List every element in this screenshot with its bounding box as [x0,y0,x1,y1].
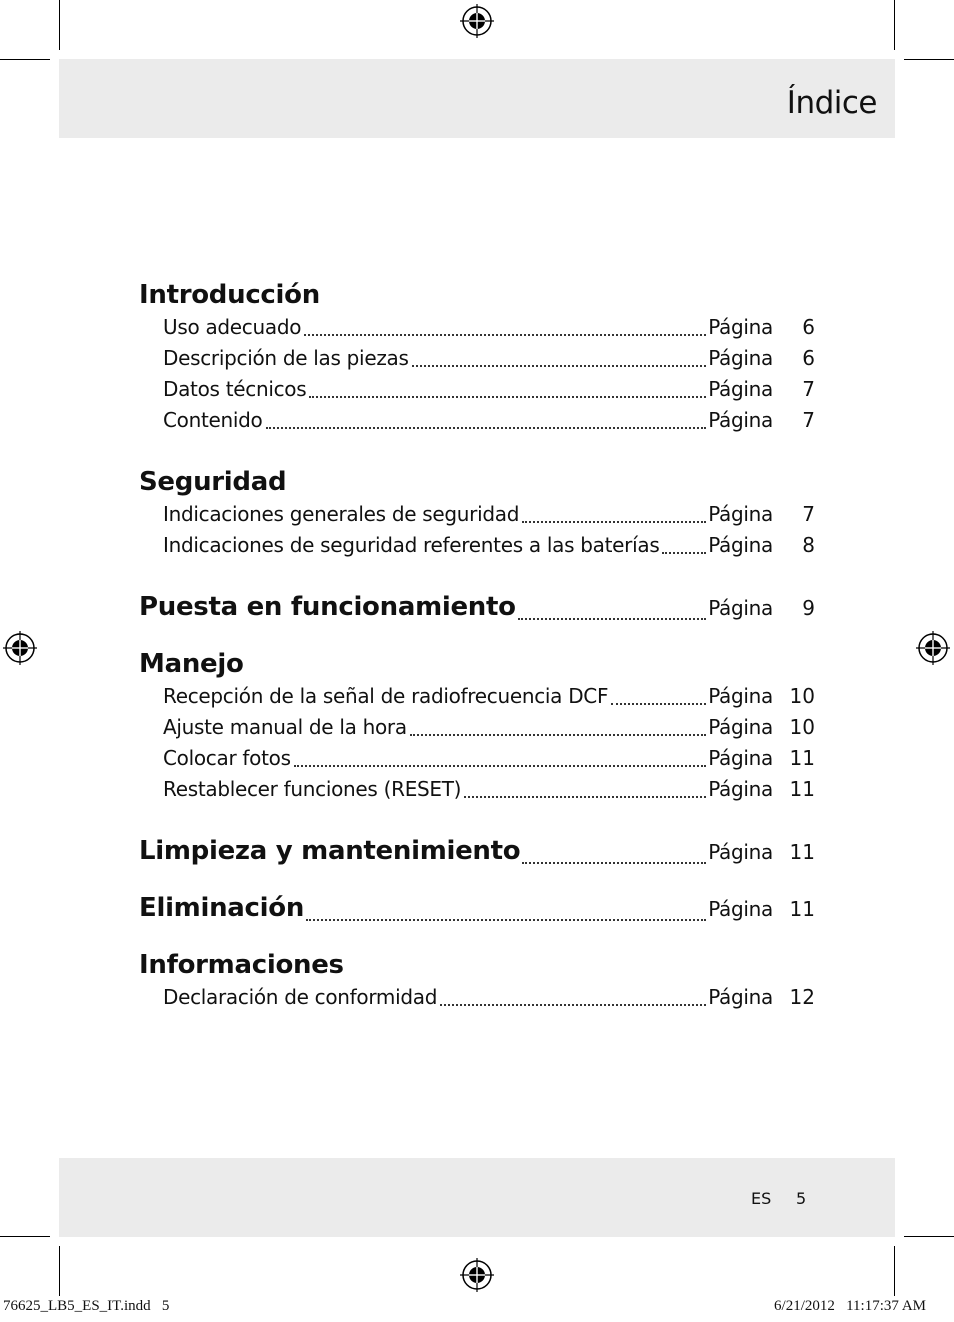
toc-entry-label: Ajuste manual de la hora [163,715,407,739]
toc-entry[interactable] [163,712,815,743]
crop-mark [904,1236,954,1237]
toc-page-label: Página [708,377,773,401]
toc-page-number: 12 [789,985,815,1009]
footer-language: ES [751,1189,772,1208]
toc-page-number: 11 [789,746,815,770]
dot-leader [294,759,706,767]
footer-band [59,1158,895,1237]
crop-mark [59,0,60,50]
toc-section [139,834,815,868]
toc-entry[interactable] [163,681,815,712]
dot-leader [464,790,706,798]
dot-leader [309,390,706,398]
toc-section-heading-row[interactable] [139,590,815,624]
toc-page-number: 8 [802,533,815,557]
toc-page-number: 7 [802,377,815,401]
toc-entry-label: Descripción de las piezas [163,346,409,370]
toc-page-number: 11 [789,840,815,864]
toc-entry-list [139,681,815,805]
dot-leader [304,328,706,336]
page-title: Índice [786,85,877,121]
registration-target-icon [460,1258,494,1292]
crop-mark [904,59,954,60]
footer-page-number: 5 [796,1189,807,1208]
toc-entry-label: Restablecer funciones (RESET) [163,777,462,801]
toc-entry-list [139,312,815,436]
dot-leader [522,515,706,523]
toc-page-number: 11 [789,897,815,921]
toc-entry-list [139,499,815,561]
toc-page-label: Página [708,777,773,801]
toc-section [139,647,815,805]
toc-section-heading-row[interactable] [139,891,815,925]
toc-page-label: Página [708,715,773,739]
dot-leader [266,421,707,429]
crop-mark [0,59,50,60]
toc-page-label: Página [708,596,773,620]
toc-section-title: Seguridad [139,467,287,497]
toc-page-number: 10 [789,684,815,708]
toc-page-label: Página [708,346,773,370]
dot-leader [522,856,706,864]
toc-entry-label: Indicaciones generales de seguridad [163,502,520,526]
dot-leader [306,913,706,921]
toc-section [139,590,815,624]
toc-page-number: 9 [802,596,815,620]
toc-entry-label: Declaración de conformidad [163,985,438,1009]
toc-section-title: Eliminación [139,893,305,923]
toc-entry-label: Colocar fotos [163,746,291,770]
registration-target-icon [3,631,37,665]
registration-target-icon [916,631,950,665]
crop-mark [894,1246,895,1296]
toc-page-number: 7 [802,408,815,432]
toc-entry-label: Uso adecuado [163,315,302,339]
dot-leader [611,697,706,705]
toc-page-label: Página [708,840,773,864]
toc-page-number: 11 [789,777,815,801]
crop-mark [0,1236,50,1237]
crop-mark [894,0,895,50]
dot-leader [662,546,706,554]
dot-leader [518,612,706,620]
toc-entry[interactable] [163,499,815,530]
toc-page-number: 6 [802,315,815,339]
toc-page-label: Página [708,985,773,1009]
toc-entry[interactable] [163,374,815,405]
toc-page-label: Página [708,533,773,557]
toc-page-number: 7 [802,502,815,526]
toc-entry-list [139,982,815,1013]
toc-page-label: Página [708,746,773,770]
dot-leader [412,359,707,367]
dot-leader [410,728,706,736]
toc-section [139,465,815,561]
toc-entry-label: Recepción de la señal de radiofrecuencia DCF [163,684,609,708]
toc-section-heading-row[interactable] [139,834,815,868]
toc-entry-label: Datos técnicos [163,377,307,401]
slug-timestamp: 6/21/2012 11:17:37 AM [774,1298,926,1314]
slug-filename: 76625_LB5_ES_IT.indd 5 [3,1298,170,1314]
toc-page-label: Página [708,684,773,708]
toc-entry[interactable] [163,743,815,774]
toc-page-label: Página [708,897,773,921]
registration-target-icon [460,4,494,38]
toc-section [139,948,815,1013]
crop-mark [59,1246,60,1296]
toc-page-number: 6 [802,346,815,370]
toc-entry[interactable] [163,343,815,374]
toc-entry[interactable] [163,312,815,343]
toc-section-title: Introducción [139,280,320,310]
toc-section [139,278,815,436]
toc-entry[interactable] [163,530,815,561]
toc-page-label: Página [708,502,773,526]
header-band [59,59,895,138]
toc-section-title: Puesta en funcionamiento [139,592,516,622]
toc-entry[interactable] [163,774,815,805]
toc-entry[interactable] [163,405,815,436]
dot-leader [440,998,706,1006]
table-of-contents [139,278,815,1013]
toc-entry-label: Contenido [163,408,263,432]
toc-section [139,891,815,925]
toc-section-title: Limpieza y mantenimiento [139,836,521,866]
toc-page-label: Página [708,315,773,339]
toc-entry[interactable] [163,982,815,1013]
toc-entry-label: Indicaciones de seguridad referentes a las baterías [163,533,660,557]
toc-page-label: Página [708,408,773,432]
toc-section-title: Manejo [139,649,244,679]
toc-section-title: Informaciones [139,950,344,980]
toc-page-number: 10 [789,715,815,739]
